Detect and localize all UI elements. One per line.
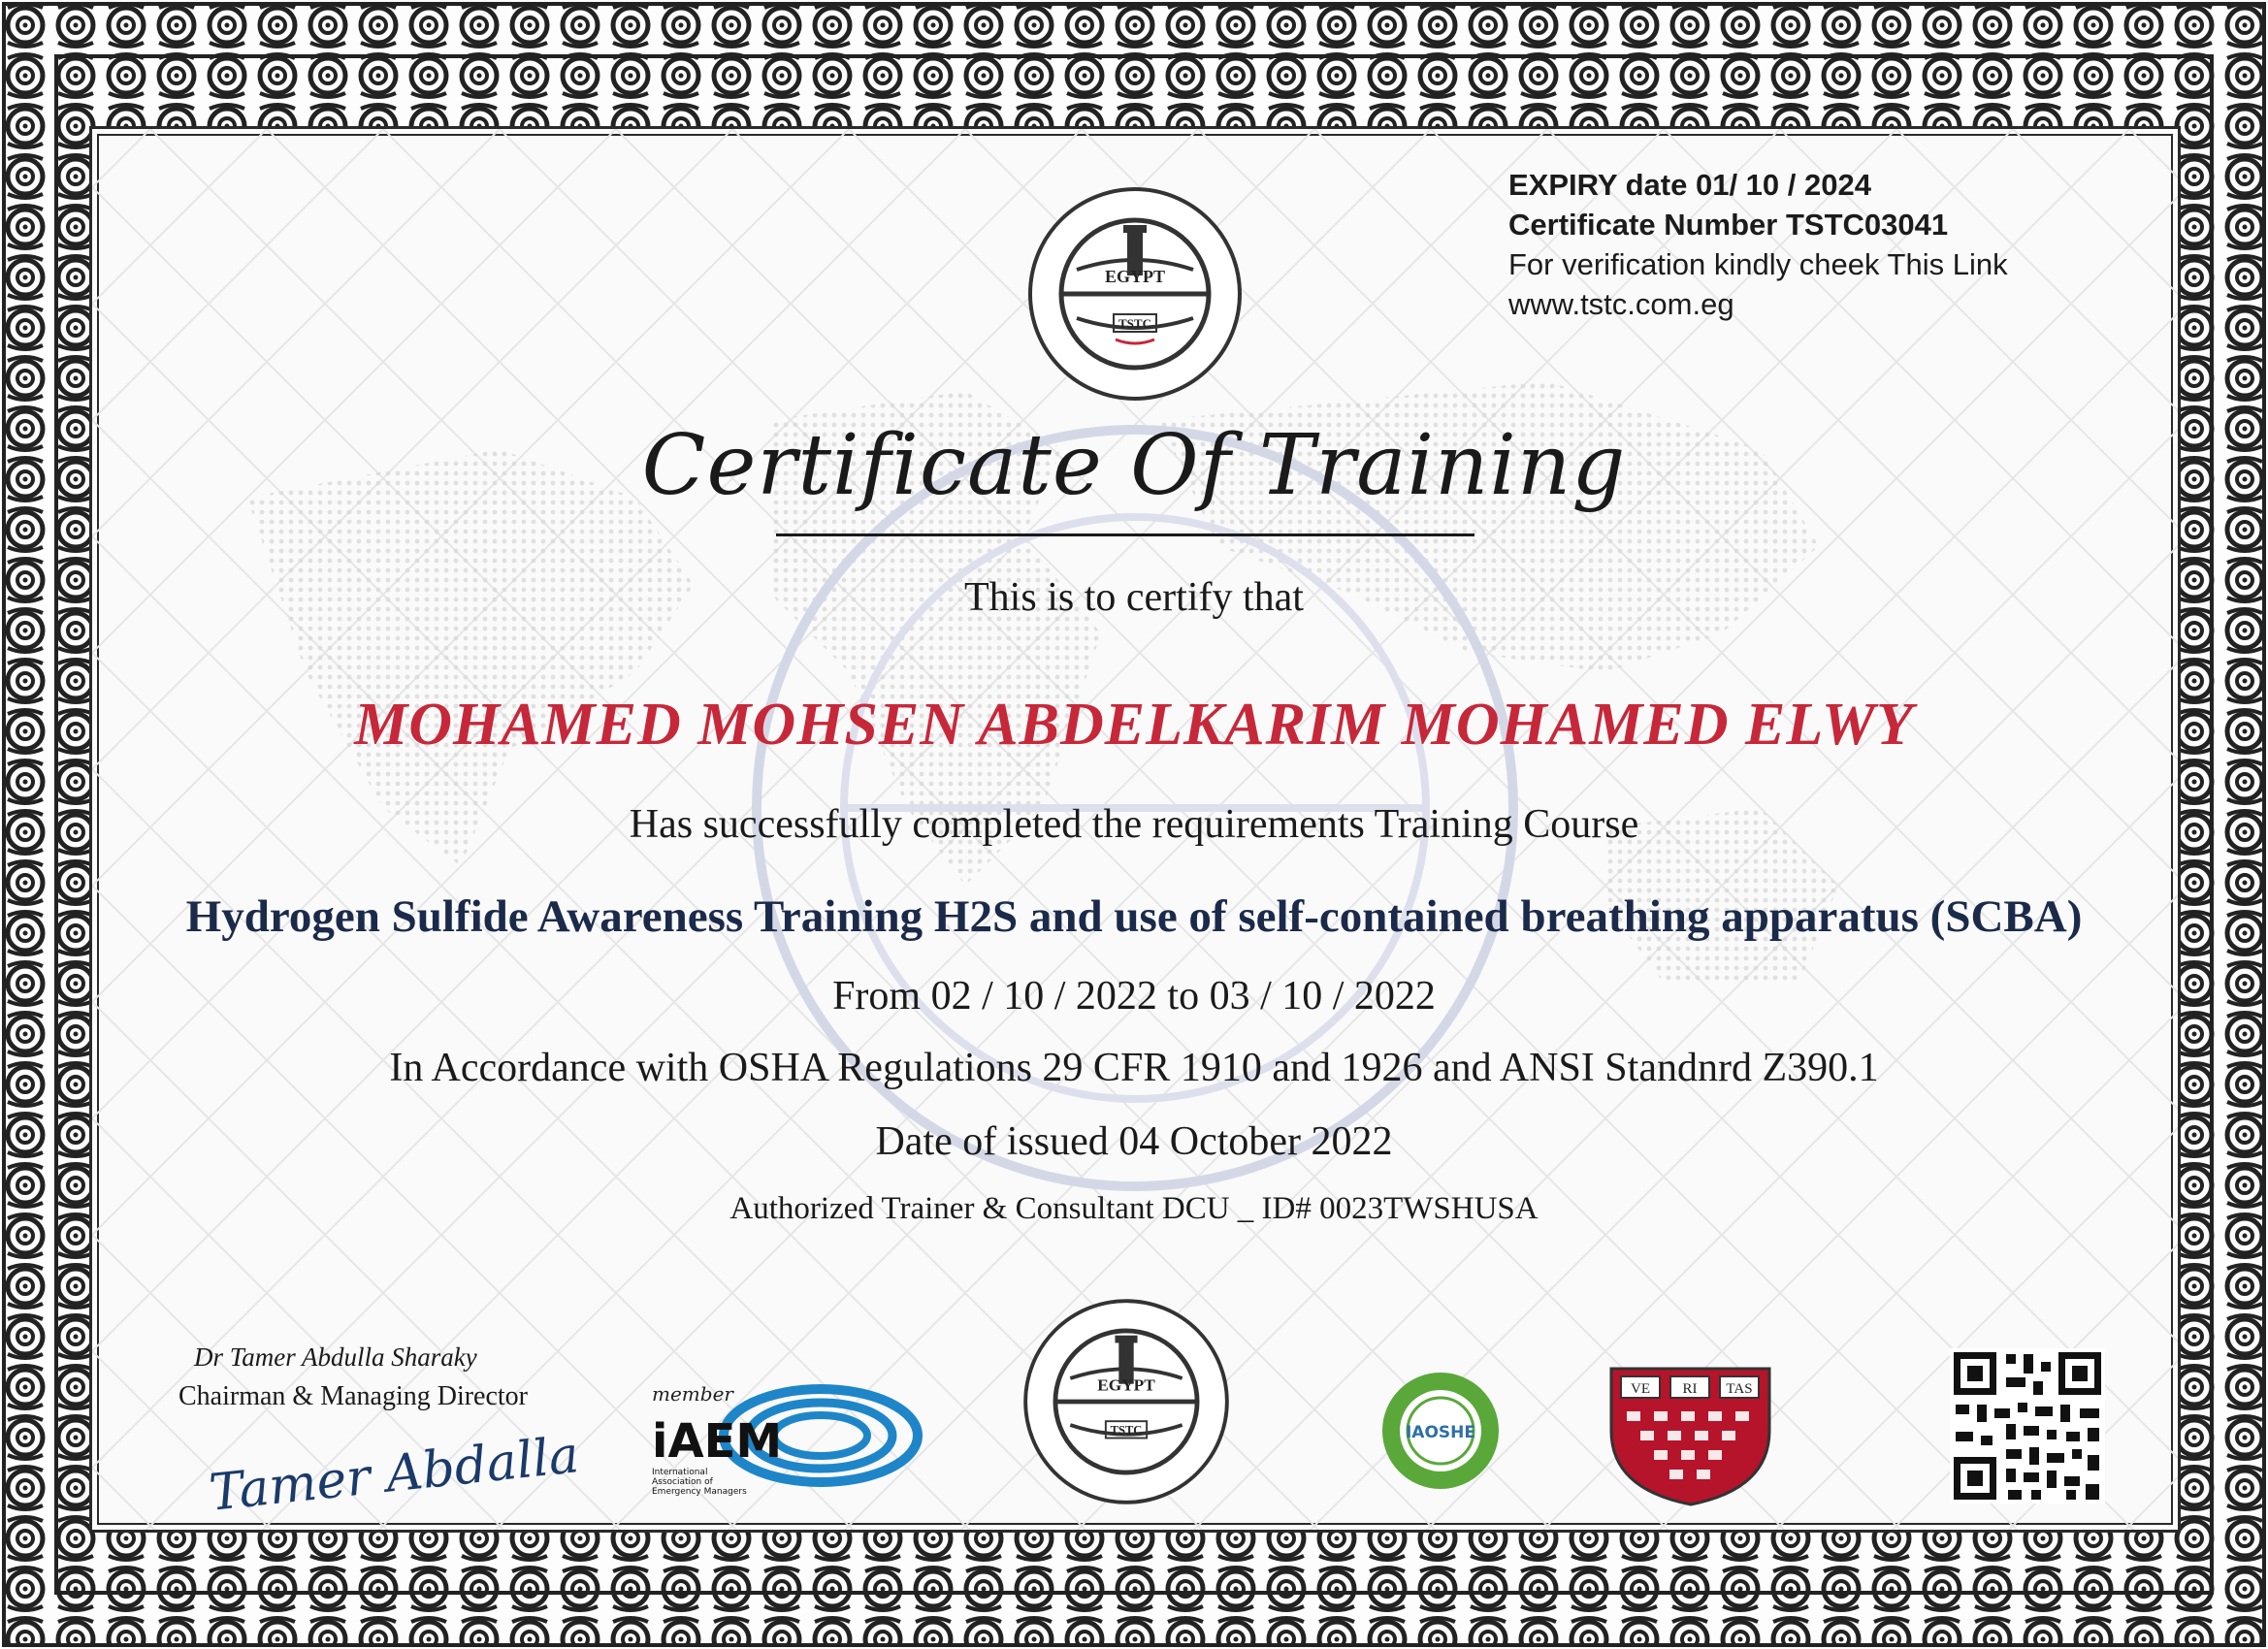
signatory-role: Chairman & Managing Director — [178, 1381, 529, 1411]
iaem-logo — [648, 1377, 929, 1504]
verification-block — [1508, 165, 2008, 324]
veritas-shield-logo — [1605, 1363, 1775, 1508]
svg-text:TAS: TAS — [1726, 1381, 1753, 1397]
intro-text: This is to certify that — [964, 575, 1304, 620]
issue-date: Date of issued 04 October 2022 — [875, 1119, 1393, 1164]
recipient-name: MOHAMED MOHSEN ABDELKARIM MOHAMED ELWY — [354, 692, 1914, 758]
svg-text:Association of: Association of — [652, 1477, 713, 1487]
tstc-seal-logo-bottom — [1005, 1290, 1247, 1513]
completion-text: Has successfully completed the requirements Training Course — [629, 802, 1639, 847]
svg-text:International: International — [652, 1468, 708, 1477]
qr-code[interactable] — [1950, 1348, 2105, 1504]
course-title: Hydrogen Sulfide Awareness Training H2S and use of self-contained breathing apparatus (SCBA) — [185, 891, 2083, 942]
title-underline — [776, 534, 1474, 536]
iaoshe-logo — [1377, 1368, 1504, 1494]
svg-text:TSTC: TSTC — [1110, 1423, 1143, 1438]
authorized-trainer: Authorized Trainer & Consultant DCU _ ID# 0023TWSHUSA — [729, 1191, 1539, 1226]
expiry-date: EXPIRY date 01/ 10 / 2024 — [1508, 168, 1871, 202]
svg-text:VE: VE — [1631, 1381, 1650, 1397]
verification-link[interactable]: www.tstc.com.eg — [1508, 287, 1734, 321]
certificate-title: Certificate Of Training — [641, 417, 1627, 514]
verification-note: For verification kindly cheek This Link — [1508, 247, 2008, 281]
iaem-member-label: member — [652, 1382, 733, 1406]
handwritten-signature: Tamer Abdalla — [206, 1426, 582, 1523]
course-dates: From 02 / 10 / 2022 to 03 / 10 / 2022 — [832, 974, 1436, 1018]
svg-text:iAEM: iAEM — [652, 1414, 783, 1469]
svg-text:EGYPT: EGYPT — [1097, 1375, 1155, 1395]
certificate-number: Certificate Number TSTC03041 — [1508, 208, 1949, 242]
signatory-name: Dr Tamer Abdulla Sharaky — [194, 1342, 477, 1372]
svg-text:TSTC: TSTC — [1118, 316, 1151, 331]
svg-text:Emergency Managers: Emergency Managers — [652, 1487, 747, 1497]
svg-text:RI: RI — [1682, 1381, 1698, 1397]
regulations-text: In Accordance with OSHA Regulations 29 CFR 1910 and 1926 and ANSI Standnrd Z390.1 — [389, 1046, 1879, 1090]
tstc-seal-logo — [1009, 182, 1261, 405]
svg-text:IAOSHE: IAOSHE — [1405, 1423, 1476, 1442]
svg-text:EGYPT: EGYPT — [1104, 267, 1166, 286]
